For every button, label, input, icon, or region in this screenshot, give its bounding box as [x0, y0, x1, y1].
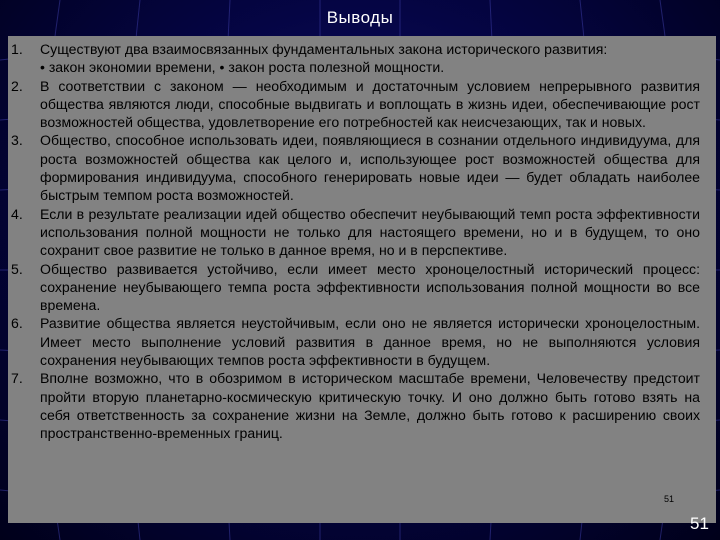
item-number: 3.: [11, 132, 23, 149]
list-item: [11, 77, 700, 132]
list-item: [11, 40, 700, 77]
item-text: Существуют два взаимосвязанных фундаментальных закона исторического развития:: [40, 41, 608, 57]
small-page-number: 51: [664, 494, 675, 504]
list-item: [11, 205, 700, 260]
item-text: Вполне возможно, что в обозримом в историческом масштабе времени, Человечеству предстоит пройти вторую планетарно-космическую критическую точку. И оно должно быть готово взять на себя ответственность за сохранение жизни на Земле, должно быть готово к расширению своих пространственно-временных границ.: [40, 370, 700, 442]
item-text: Общество, способное использовать идеи, появляющиеся в сознании отдельного индивидуума, для роста возможностей общества как целого и, использующее рост возможностей общества для формирования индивидуума, способного генерировать новые идеи — будет обладать наиболее быстрым темпом роста возможностей.: [40, 132, 700, 204]
item-number: 4.: [11, 205, 23, 222]
list-item: [11, 314, 700, 369]
item-number: 7.: [11, 370, 23, 387]
item-text: Если в результате реализации идей общество обеспечит неубывающий темп роста эффективности использования полной мощности не только для настоящего времени, но и в будущем, то оно сохранит свое развитие не только в данное время, но и в перспективе.: [40, 205, 700, 259]
item-number: 6.: [11, 315, 23, 332]
item-number: 5.: [11, 260, 23, 277]
conclusions-list: [11, 40, 700, 443]
list-item: [11, 131, 700, 204]
page-number: 51: [690, 514, 709, 533]
item-text: Общество развивается устойчиво, если имеет место хроноцелостный исторический процесс: сохранение неубывающего темпа роста эффективности использования полной мощности во все времена.: [40, 260, 700, 314]
item-text: В соответствии с законом — необходимым и достаточным условием непрерывного развития общества являются люди, способные выдвигать и воплощать в жизнь идеи, обеспечивающие рост возможностей общества, удовлетворение его потребностей как неисчезающих, так и новых.: [40, 77, 700, 131]
list-item: [11, 369, 700, 442]
list-item: [11, 260, 700, 315]
item-subtext: • закон экономии времени, • закон роста полезной мощности.: [40, 59, 445, 76]
item-number: 1.: [11, 41, 23, 57]
item-number: 2.: [11, 77, 23, 94]
slide-title: Выводы: [326, 8, 394, 27]
item-text: Развитие общества является неустойчивым, если оно не является исторически хроноцелостным. Имеет место выполнение условий развития в данное время, но не выполняются условия сохранения неубывающих темпов роста эффективности в будущем.: [40, 315, 700, 369]
